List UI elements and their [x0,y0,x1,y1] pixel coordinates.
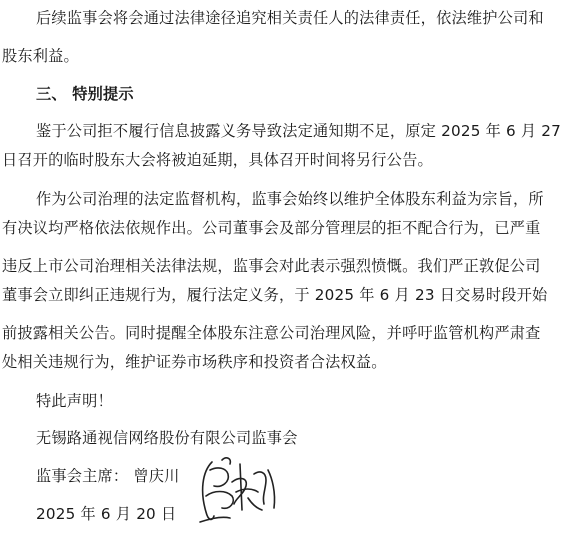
closing-statement: 特此声明！ [36,392,113,410]
paragraph-line: 后续监事会将会通过法律途径追究相关责任人的法律责任，依法维护公司和 [36,9,544,27]
paragraph-line: 作为公司治理的法定监督机构，监事会始终以维护全体股东利益为宗旨，所 [36,190,544,208]
date-line: 2025 年 6 月 20 日 [36,505,177,523]
paragraph-line: 股东利益。 [2,47,79,65]
handwritten-signature [192,452,282,526]
chairman-line: 监事会主席： 曾庆川 [36,467,180,485]
paragraph-line: 鉴于公司拒不履行信息披露义务导致法定通知期不足，原定 2025 年 6 月 27 [36,122,561,140]
paragraph-line: 前披露相关公告。同时提醒全体股东注意公司治理风险，并呼吁监管机构严肃查 [2,324,541,342]
issuer-name: 无锡路通视信网络股份有限公司监事会 [36,429,298,447]
section-heading: 三、 特别提示 [36,85,134,103]
paragraph-line: 有决议均严格依法依规作出。公司董事会及部分管理层的拒不配合行为，已严重 [2,219,541,237]
paragraph-line: 日召开的临时股东大会将被迫延期，具体召开时间将另行公告。 [2,151,433,169]
paragraph-line: 董事会立即纠正违规行为，履行法定义务，于 2025 年 6 月 23 日交易时段开始 [2,286,548,304]
paragraph-line: 违反上市公司治理相关法律法规，监事会对此表示强烈愤慨。我们严正敦促公司 [2,257,541,275]
paragraph-line: 处相关违规行为，维护证券市场秩序和投资者合法权益。 [2,353,387,371]
